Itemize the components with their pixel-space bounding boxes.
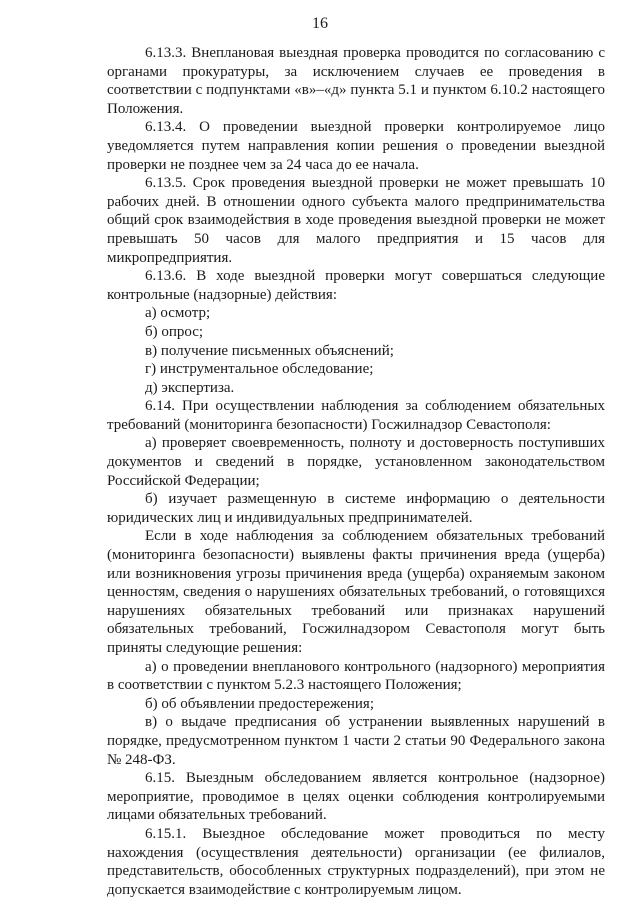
paragraph: 6.13.3. Внеплановая выездная проверка проводится по согласованию с органами прокуратуры, за исключением случаев ее проведения в соответствии с подпунктами «в»–«д» пункта 5.1 и пунктом 6.10.2 настоящего Положения. [107, 45, 605, 117]
paragraph: б) изучает размещенную в системе информацию о деятельности юридических лиц и индивидуальных предпринимателей. [107, 491, 605, 526]
paragraph: 6.15. Выездным обследованием является контрольное (надзорное) мероприятие, проводимое в целях оценки соблюдения контролируемыми лицами обязательных требований. [107, 770, 605, 824]
paragraph: а) о проведении внепланового контрольного (надзорного) мероприятия в соответствии с пунктом 5.2.3 настоящего Положения; [107, 658, 605, 694]
list-item: а) осмотр; [145, 305, 211, 322]
paragraph: 6.13.5. Срок проведения выездной проверки не может превышать 10 рабочих дней. В отношении одного субъекта малого предпринимательства общий срок взаимодействия в ходе проведения выездной проверки не может превышать 50 часов для малого предприятия и 15 часов для микропредприятия. [107, 175, 605, 266]
paragraph: в) о выдаче предписания об устранении выявленных нарушений в порядке, предусмотренном пунктом 1 части 2 статьи 90 Федерального закона № 248-ФЗ. [107, 714, 605, 768]
paragraph: а) проверяет своевременность, полноту и достоверность поступивших документов и сведений в порядке, установленном законодательством Российской Федерации; [107, 435, 605, 489]
paragraph: 6.13.6. В ходе выездной проверки могут совершаться следующие контрольные (надзорные) действия: [107, 268, 605, 303]
paragraph: Если в ходе наблюдения за соблюдением обязательных требований (мониторинга безопасности) выявлены факты причинения вреда (ущерба) или возникновения угрозы причинения вреда (ущерба) охраняемым законом ценностям, сведения о нарушениях обязательных требований, о готовящихся нарушениях обязательных требований или признаках нарушений обязательных требований, Госжилнадзором Севастополя могут быть приняты следующие решения: [107, 528, 605, 656]
list-item: в) получение письменных объяснений; [145, 342, 394, 359]
list-item: б) опрос; [145, 323, 204, 340]
paragraph: 6.14. При осуществлении наблюдения за соблюдением обязательных требований (мониторинга безопасности) Госжилнадзор Севастополя: [107, 398, 605, 433]
paragraph: 6.15.1. Выездное обследование может проводиться по месту нахождения (осуществления деятельности) организации (ее филиалов, представительств, обособленных структурных подразделений), при этом не допускается взаимодействие с контролируемым лицом. [107, 825, 605, 898]
paragraph: б) об объявлении предостережения; [145, 695, 374, 712]
list-item: г) инструментальное обследование; [145, 361, 374, 378]
paragraph: 6.13.4. О проведении выездной проверки контролируемое лицо уведомляется путем направления копии решения о проведении выездной проверки не позднее чем за 24 часа до ее начала. [107, 119, 605, 173]
document-body [107, 44, 605, 899]
page-number: 16 [312, 15, 328, 32]
list-item: д) экспертиза. [145, 379, 235, 396]
